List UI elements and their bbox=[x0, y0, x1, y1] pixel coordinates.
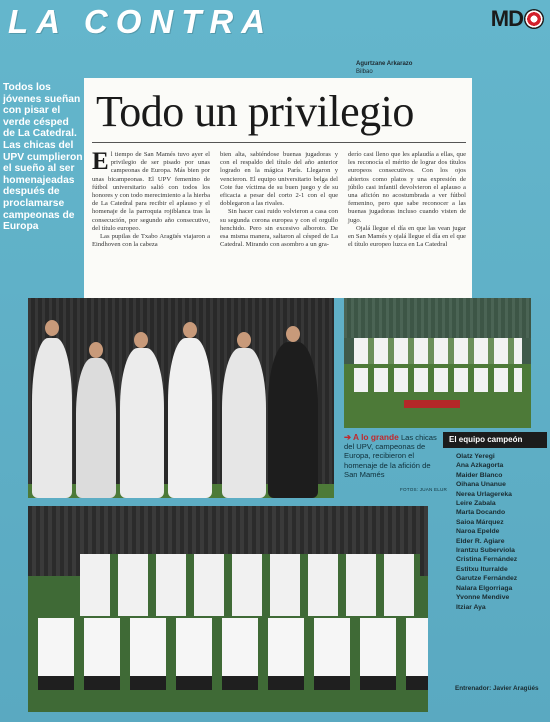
article-columns bbox=[92, 148, 466, 291]
caption-label: A lo grande bbox=[353, 432, 399, 442]
official-head bbox=[286, 326, 300, 342]
article-column-3 bbox=[348, 151, 466, 291]
roster-player: Irantzu Suberviola bbox=[456, 547, 515, 555]
photo-credit: FOTOS: JUAN ELUR bbox=[400, 487, 448, 492]
headline: Todo un privilegio bbox=[96, 87, 414, 136]
team-back-row bbox=[80, 554, 420, 616]
logo-text: MD bbox=[490, 6, 523, 31]
article-column-1 bbox=[92, 148, 210, 291]
section-header bbox=[0, 0, 550, 44]
byline bbox=[356, 60, 412, 76]
roster-list bbox=[443, 452, 517, 612]
photo-team-on-pitch bbox=[344, 298, 531, 428]
article-column-2 bbox=[220, 151, 338, 291]
team-front-row bbox=[38, 618, 428, 684]
caption-text: Las chicas del UPV, campeonas de Europa, recibieron el homenaje de la afición de San Mamés bbox=[344, 433, 437, 479]
roster-player: Itziar Aya bbox=[456, 603, 486, 611]
roster-player: Leire Zabala bbox=[456, 500, 496, 508]
player-figure bbox=[222, 348, 266, 498]
roster-player: Estitxu Iturralde bbox=[456, 565, 508, 573]
player-head bbox=[45, 320, 59, 336]
roster-player: Naroa Epelde bbox=[456, 528, 500, 536]
column-2-text-b: Sin hacer casi ruido volvieron a casa con su segunda corona europea y con el orgullo henchido. Pero sin excesivo alboroto. De esa misma manera, saltaron al césped de La Catedral. Mirando con asombro a un gra- bbox=[220, 208, 338, 249]
team-back-row bbox=[354, 338, 522, 364]
headline-divider bbox=[92, 142, 466, 143]
section-title: LA CONTRA bbox=[8, 3, 274, 40]
player-figure bbox=[168, 338, 212, 498]
roster-coach: Entrenador: Javier Aragüés bbox=[455, 685, 539, 692]
roster-player: Yvonne Mendive bbox=[456, 594, 510, 602]
column-3-text-b: Ojalá llegue el día en que las vean jugar en San Mamés y ojalá llegue el día en el que el título europeo luzca en La Catedral bbox=[348, 224, 466, 249]
column-3-text: derío casi lleno que les aplaudía a ellas, que les reconocía el mérito de lograr dos títulos europeos consecutivos. Con los ojos abiertos como platos y una expresión de júbilo casi infantil devolvieron el aplauso a una afición no acostumbrada a ver fútbol femenino, pero que sabe reconocer a las buenas jugadoras incluso cuando visten de jugo. bbox=[348, 151, 466, 224]
roster-player: Elder R. Agiare bbox=[456, 537, 505, 545]
player-figure bbox=[32, 338, 72, 498]
photo-players-applauding bbox=[28, 298, 334, 498]
md-logo bbox=[491, 6, 544, 32]
roster-player: Saioa Márquez bbox=[456, 518, 504, 526]
roster-title: El equipo campeón bbox=[443, 432, 547, 448]
player-head bbox=[134, 332, 148, 348]
banner bbox=[404, 400, 460, 408]
photo-stands bbox=[344, 298, 531, 338]
column-2-text: bien alta, sabiéndose buenas jugadoras y con el respaldo del título del año anterior logrado en la mágica París. Llegaron y vencieron. El equipo universitario belga del Cote fue víctima de su buen juego y de su eficacia a pesar del corto 2-1 con el que doblegaron a las rivales. bbox=[220, 151, 338, 208]
team-roster bbox=[443, 432, 547, 662]
roster-player: Garutze Fernández bbox=[456, 575, 518, 583]
player-head bbox=[183, 322, 197, 338]
byline-place: Bilbao bbox=[356, 69, 373, 75]
roster-player: Nalara Elgorriaga bbox=[456, 584, 513, 592]
roster-player: Olatz Yeregi bbox=[456, 453, 495, 460]
caption-arrow-icon: ➔ bbox=[344, 432, 354, 442]
target-logo-icon bbox=[524, 9, 544, 29]
column-1-text-b: Las pupilas de Txabo Aragüés viajaron a Eindhoven con la cabeza bbox=[92, 233, 210, 249]
byline-author: Agurtzane Arkarazo bbox=[356, 61, 413, 67]
official-figure bbox=[268, 342, 318, 498]
player-figure bbox=[120, 348, 164, 498]
lead-paragraph: Todos los jóvenes sueñan con pisar el verde césped de La Catedral. Las chicas del UPV cumplieron el sueño al ser homenajeadas después de proclamarse campeonas de Europa bbox=[3, 82, 83, 233]
column-1-text: l tiempo de San Mamés tuvo ayer el privilegio de ser pisado por unas campeonas de Europa. Más bien por unas bicampeonas. El UPV femenino de fútbol universitario salió con todos los honores y con todo merecimiento a la hierba de La Catedral para recibir el aplauso y el homenaje de la parroquia rojiblanca tras la consecución, por segundo año consecutivo, del título europeo. bbox=[92, 151, 210, 232]
player-head bbox=[237, 332, 251, 348]
photo-team-portrait bbox=[28, 506, 428, 712]
player-head bbox=[89, 342, 103, 358]
team-front-row bbox=[354, 368, 522, 392]
roster-player: Maider Blanco bbox=[456, 471, 503, 479]
roster-player: Oihana Unanue bbox=[456, 481, 506, 489]
player-figure bbox=[76, 358, 116, 498]
roster-player: Cristina Fernández bbox=[456, 556, 518, 564]
roster-player: Nerea Urlagereka bbox=[456, 490, 512, 498]
roster-player: Marta Docando bbox=[456, 509, 506, 517]
team-shorts bbox=[38, 676, 428, 690]
dropcap: E bbox=[92, 148, 109, 175]
photo-caption bbox=[344, 433, 439, 479]
roster-player: Ana Azkagorta bbox=[456, 462, 504, 470]
